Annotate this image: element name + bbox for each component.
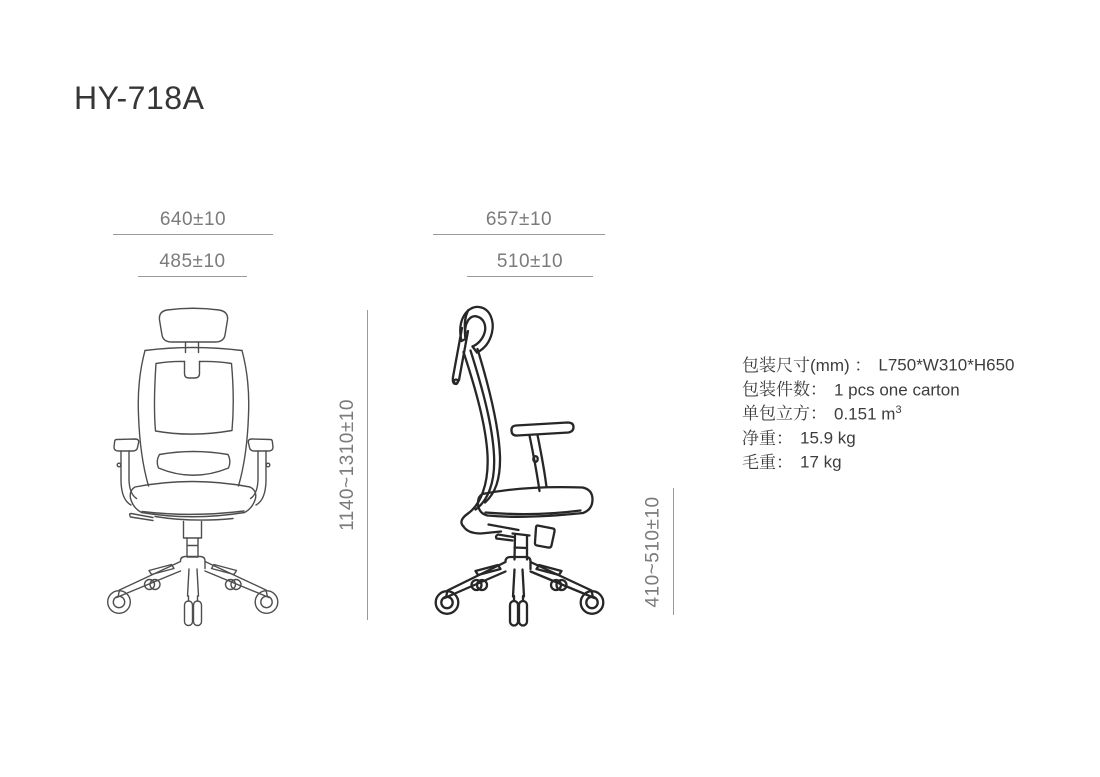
spec-row-package-volume [742, 399, 1014, 423]
dimension-side-seat-depth: 510±10 [467, 251, 593, 277]
spec-value: 0.151 $m^3$ [834, 403, 902, 424]
spec-value: 1 pcs one carton [834, 380, 960, 400]
front-mechanism [130, 514, 233, 558]
chair-side-view-drawing [425, 295, 625, 635]
dimension-overall-height-label: 1140~1310±10 [337, 399, 359, 531]
spec-value: 15.9 kg [800, 428, 856, 448]
side-base [436, 557, 604, 626]
spec-label: 包装尺寸(mm) ： [742, 356, 872, 375]
side-mechanism [489, 525, 555, 560]
spec-value: 17 kg [800, 452, 842, 472]
dimension-front-overall-width: 640±10 [113, 209, 273, 235]
dimension-overall-height [329, 310, 368, 620]
spec-label: 单包立方： [742, 404, 827, 424]
front-base [108, 557, 278, 626]
spec-row-package-size [742, 351, 1014, 375]
spec-value: L750*W310*H650 [878, 356, 1015, 375]
side-armrest [511, 423, 573, 492]
dimension-front-seat-width: 485±10 [138, 251, 247, 277]
spec-row-package-quantity [742, 375, 1014, 399]
chair-front-view-drawing [95, 295, 305, 635]
spec-label: 毛重： [742, 452, 793, 472]
dimension-side-overall-depth: 657±10 [433, 209, 605, 235]
side-seat [478, 487, 593, 517]
spec-row-net-weight [742, 424, 1014, 448]
spec-label: 包装件数： [742, 380, 827, 400]
page-title: HY-718A [74, 80, 205, 116]
package-specs [742, 351, 1014, 472]
front-headrest [159, 308, 227, 352]
front-seat [130, 482, 256, 517]
front-armrests [114, 439, 273, 505]
spec-row-gross-weight [742, 448, 1014, 472]
side-backrest [461, 349, 501, 534]
spec-label: 净重： [742, 428, 793, 448]
dimension-seat-height-label: 410~510±10 [643, 495, 664, 608]
dimension-seat-height [635, 488, 674, 615]
front-backrest [138, 348, 248, 487]
